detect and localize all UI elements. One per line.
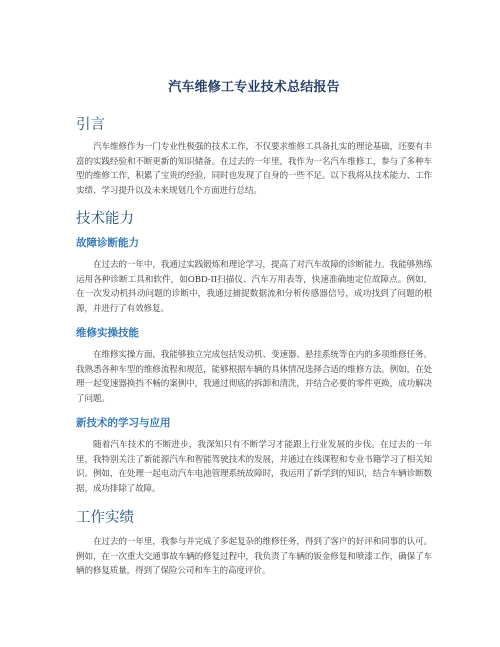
subsection-heading-fault-diagnosis: 故障诊断能力 (76, 237, 139, 249)
new-technology-paragraph: 随着汽车技术的不断进步，我深知只有不断学习才能跟上行业发展的步伐。在过去的一年里，我特别关注了新能源汽车和智能驾驶技术的发展，并通过在线课程和专业书籍学习了相关知识。例如，在处理一起电动汽车电池管理系统故障时，我运用了新学到的知识，结合车辆诊断数据，成功排除了故障。 (76, 440, 432, 494)
section-heading-intro: 引言 (76, 117, 105, 133)
work-achievements-paragraph: 在过去的一年里，我参与并完成了多起复杂的维修任务，得到了客户的好评和同事的认可。例如，在一次重大交通事故车辆的修复过程中，我负责了车辆的钣金修复和喷漆工作，确保了车辆的修复质量，得到了保险公司和车主的高度评价。 (76, 537, 432, 576)
fault-diagnosis-paragraph: 在过去的一年中，我通过实践锻炼和理论学习，提高了对汽车故障的诊断能力。我能够熟练运用各种诊断工具和软件，如OBD-II扫描仪、汽车万用表等，快速准确地定位故障点。例如，在一次发动机抖动问题的诊断中，我通过捕捉数据流和分析传感器信号，成功找到了问题的根源，并进行了有效修复。 (76, 260, 432, 314)
subsection-heading-repair-skills: 维修实操技能 (76, 327, 139, 339)
section-heading-technical-ability: 技术能力 (76, 211, 134, 227)
section-heading-work-achievements: 工作实绩 (76, 510, 134, 526)
subsection-heading-new-technology: 新技术的学习与应用 (76, 417, 171, 429)
intro-paragraph: 汽车维修作为一门专业性极强的技术工作，不仅要求维修工具备扎实的理论基础，还要有丰富的实践经验和不断更新的知识储备。在过去的一年里，我作为一名汽车维修工，参与了多种车型的维修工作，积累了宝贵的经验，同时也发现了自身的一些不足。以下我将从技术能力、工作实绩、学习提升以及未来规划几个方面进行总结。 (76, 142, 432, 196)
repair-skills-paragraph: 在维修实操方面，我能够独立完成包括发动机、变速器、悬挂系统等在内的多项维修任务。我熟悉各种车型的维修流程和规范，能够根据车辆的具体情况选择合适的维修方法。例如，在处理一起变速器换挡不畅的案例中，我通过彻底的拆卸和清洗，并结合必要的零件更换，成功解决了问题。 (76, 350, 432, 404)
document-title: 汽车维修工专业技术总结报告 (168, 80, 340, 95)
